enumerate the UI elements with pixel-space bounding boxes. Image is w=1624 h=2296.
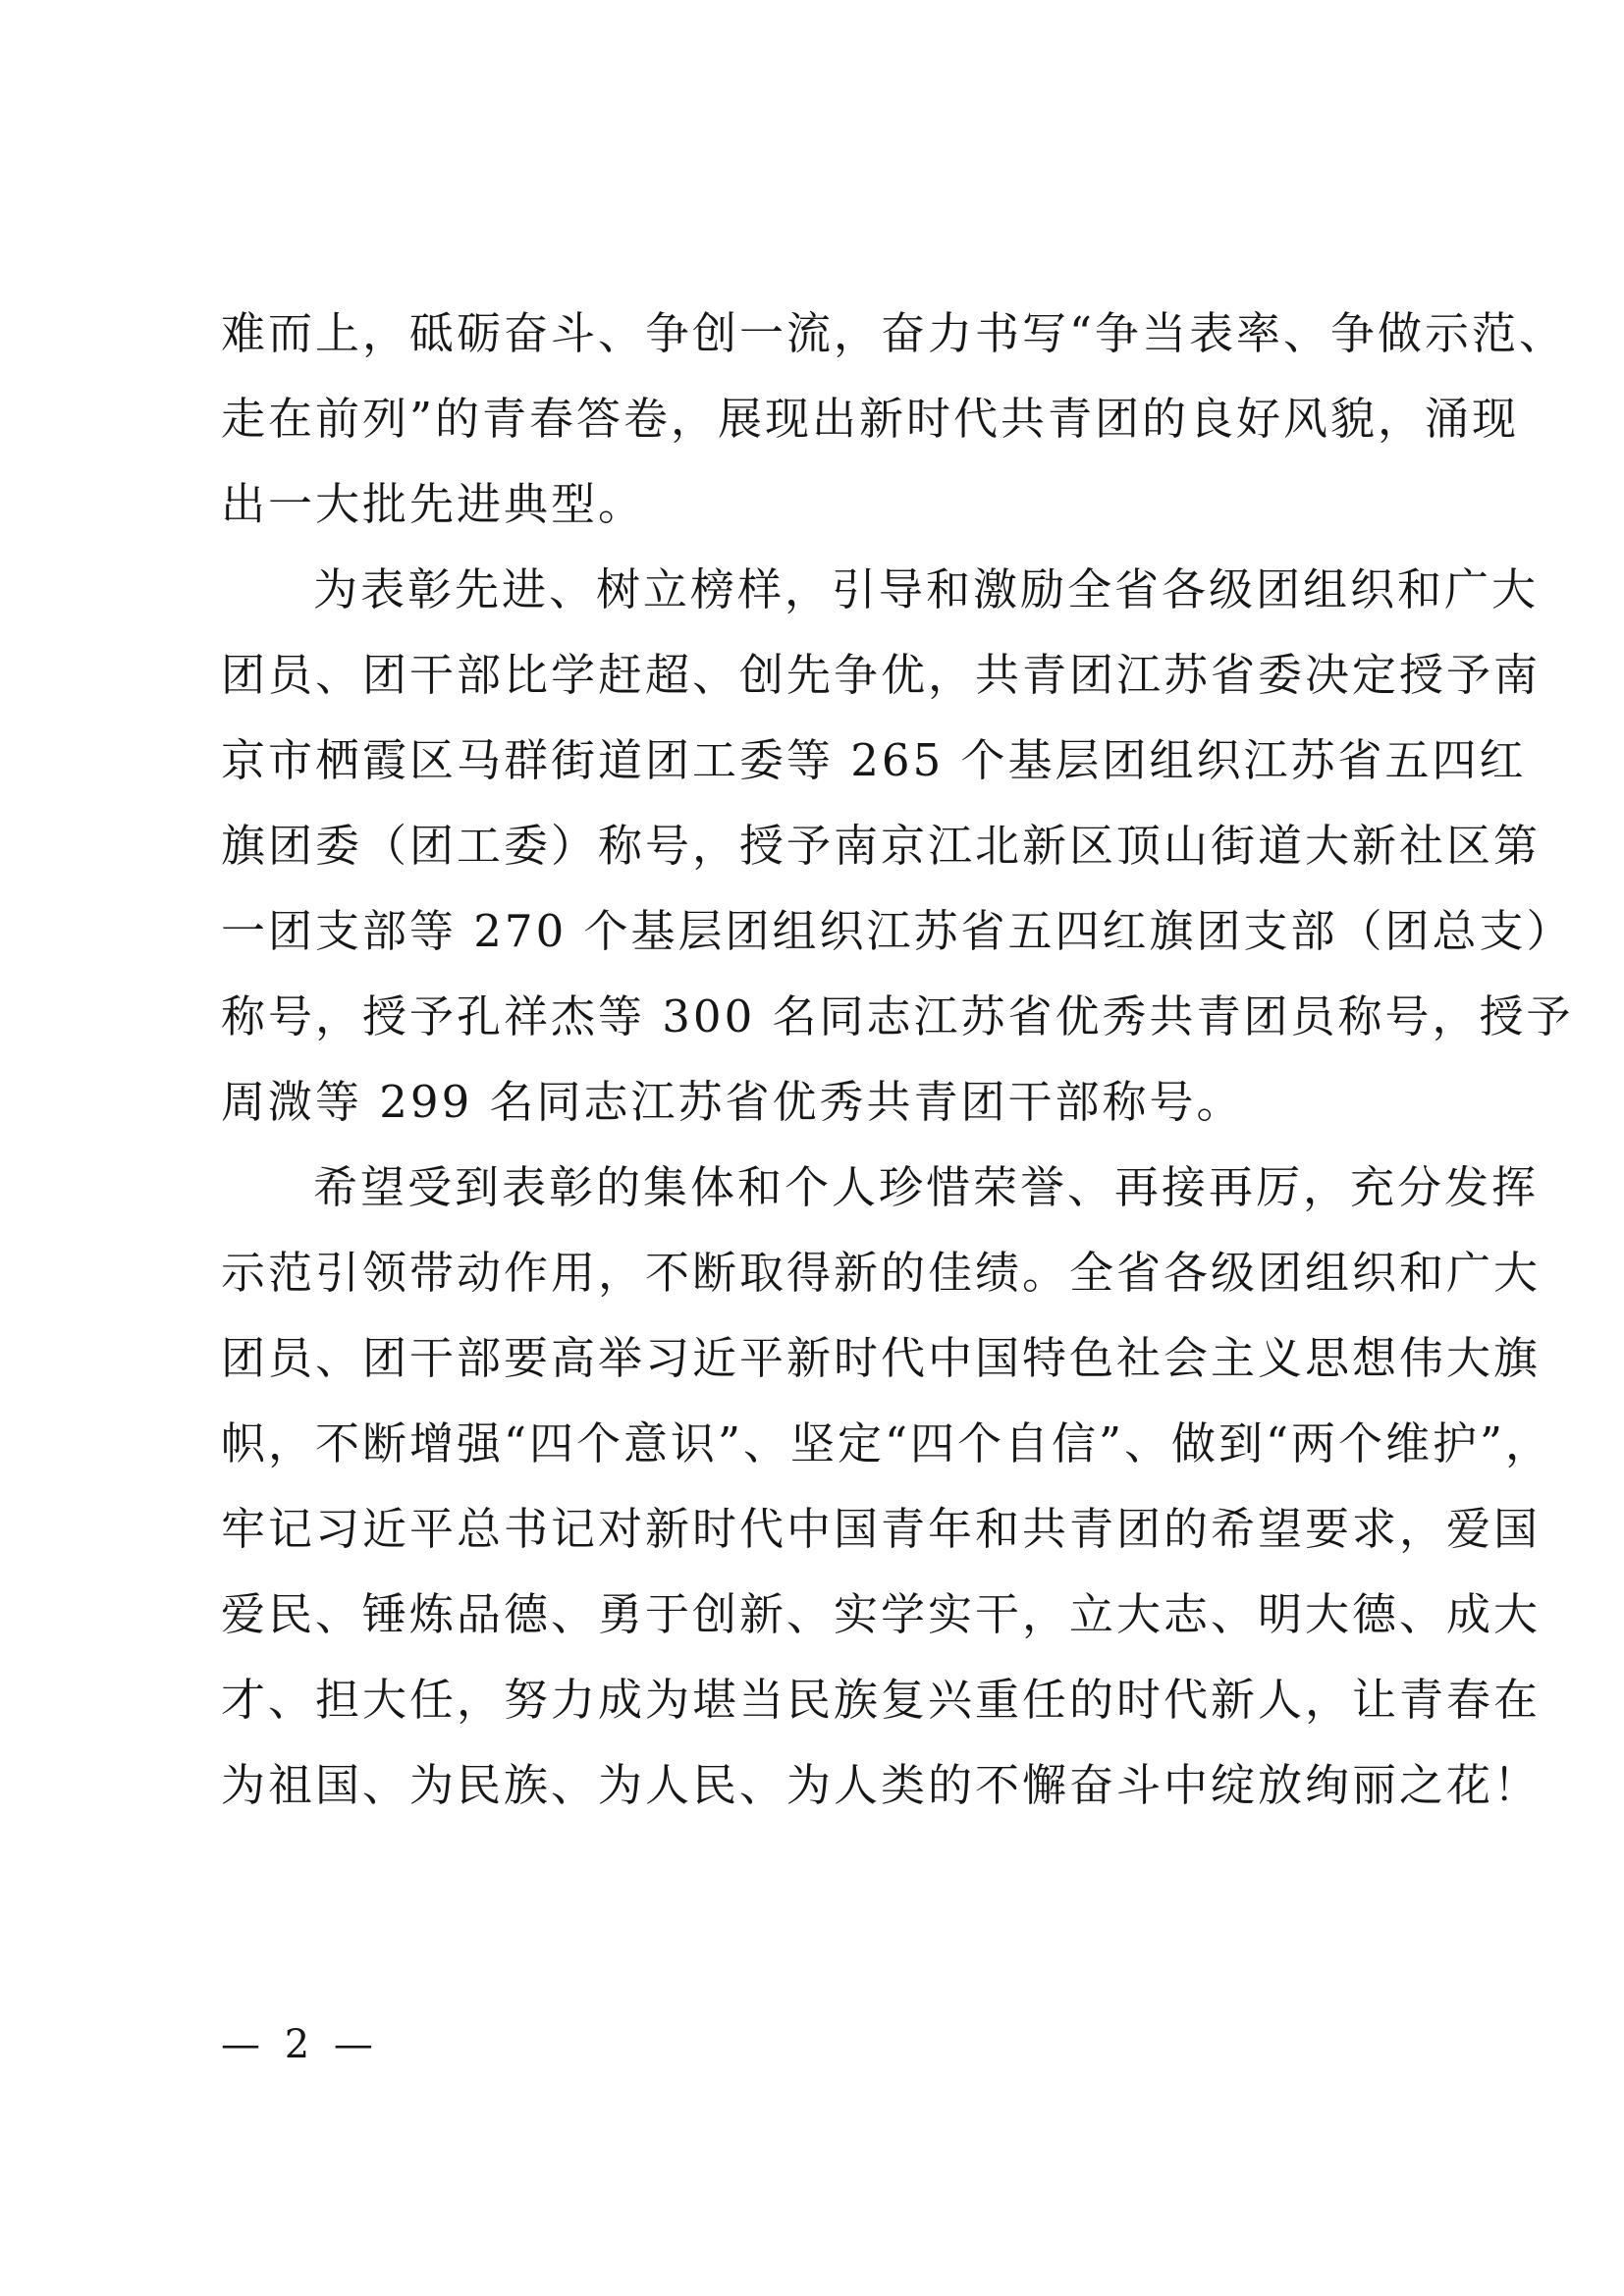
text-line: 一团支部等 270 个基层团组织江苏省五四红旗团支部（团总支） bbox=[221, 905, 1574, 957]
document-body bbox=[221, 291, 1574, 1828]
text-line: 帜，不断增强“四个意识”、坚定“四个自信”、做到“两个维护”， bbox=[221, 1417, 1553, 1469]
text-line: 希望受到表彰的集体和个人珍惜荣誉、再接再厉，充分发挥 bbox=[313, 1161, 1540, 1213]
page-number: — 2 — bbox=[221, 2022, 379, 2067]
text-line: 团员、团干部比学赶超、创先争优，共青团江苏省委决定授予南 bbox=[221, 649, 1542, 701]
text-line: 为祖国、为民族、为人民、为人类的不懈奋斗中绽放绚丽之花！ bbox=[221, 1759, 1542, 1811]
text-line: 示范引领带动作用，不断取得新的佳绩。全省各级团组织和广大 bbox=[221, 1247, 1542, 1299]
text-line: 走在前列”的青春答卷，展现出新时代共青团的良好风貌，涌现 bbox=[221, 393, 1520, 445]
text-line: 牢记习近平总书记对新时代中国青年和共青团的希望要求，爱国 bbox=[221, 1503, 1542, 1555]
text-line: 京市栖霞区马群街道团工委等 265 个基层团组织江苏省五四红 bbox=[221, 734, 1527, 786]
text-line: 爱民、锤炼品德、勇于创新、实学实干，立大志、明大德、成大 bbox=[221, 1588, 1542, 1640]
text-line: 难而上，砥砺奋斗、争创一流，奋力书写“争当表率、争做示范、 bbox=[221, 307, 1567, 359]
text-line: 出一大批先进典型。 bbox=[221, 478, 646, 530]
text-line: 旗团委（团工委）称号，授予南京江北新区顶山街道大新社区第 bbox=[221, 820, 1542, 872]
text-line: 称号，授予孔祥杰等 300 名同志江苏省优秀共青团员称号，授予 bbox=[221, 990, 1574, 1042]
text-line: 周溦等 299 名同志江苏省优秀共青团干部称号。 bbox=[221, 1076, 1244, 1128]
text-line: 才、担大任，努力成为堪当民族复兴重任的时代新人，让青春在 bbox=[221, 1674, 1542, 1726]
text-line: 团员、团干部要高举习近平新时代中国特色社会主义思想伟大旗 bbox=[221, 1332, 1542, 1384]
text-line: 为表彰先进、树立榜样，引导和激励全省各级团组织和广大 bbox=[313, 563, 1540, 615]
